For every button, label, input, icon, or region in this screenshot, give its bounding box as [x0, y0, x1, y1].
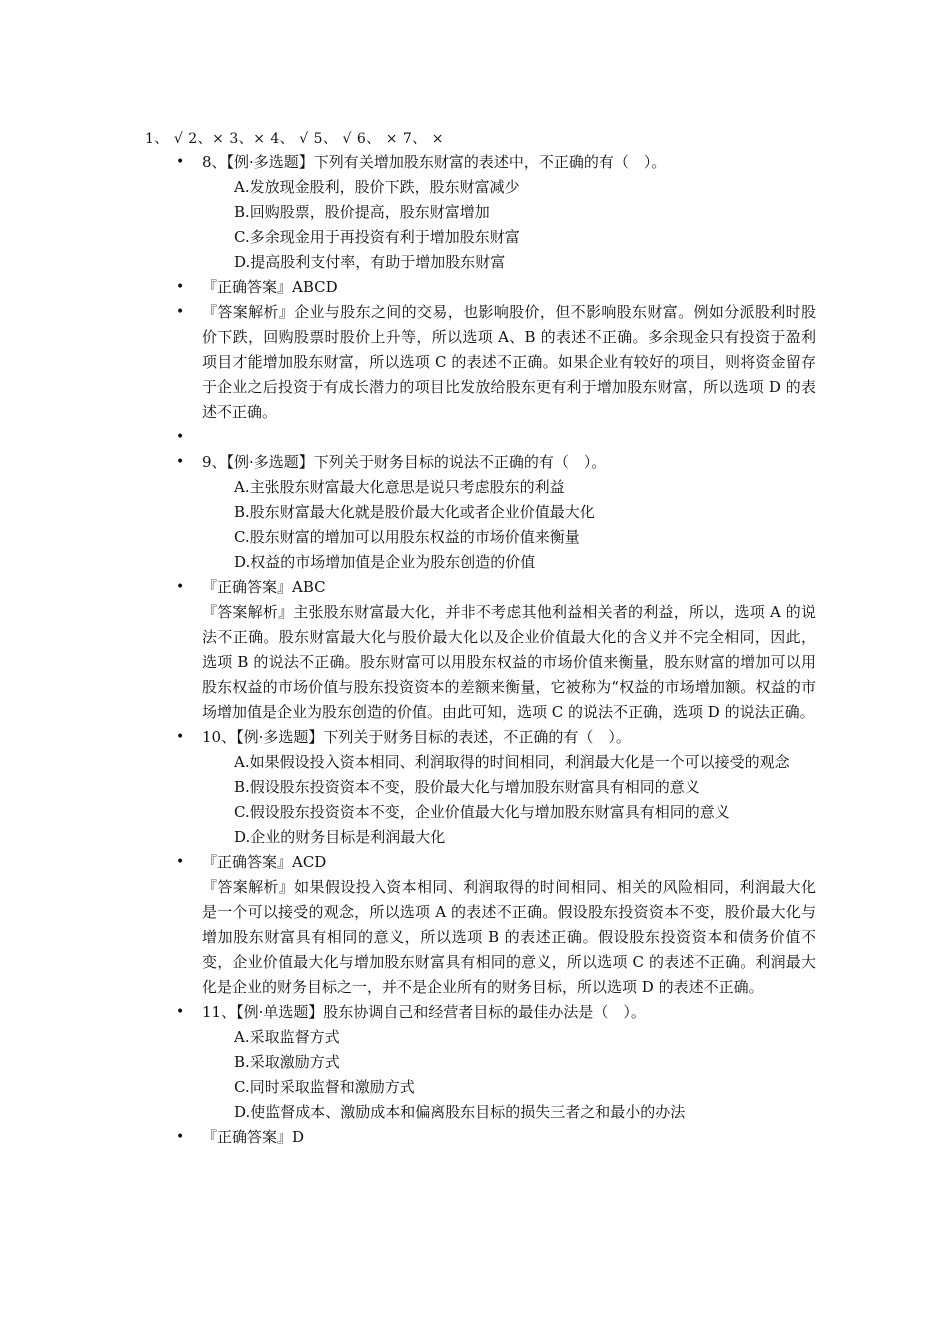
- question-11-option-a: A.采取监督方式: [234, 1028, 340, 1046]
- bullet-icon: •: [176, 454, 185, 470]
- list-item: [176, 275, 816, 300]
- question-8-option-a: A.发放现金股利，股价下跌，股东财富减少: [234, 178, 520, 196]
- list-item: [176, 725, 816, 850]
- question-8-answer: 『正确答案』ABCD: [202, 278, 338, 296]
- bullet-icon: •: [176, 304, 185, 320]
- bullet-icon: •: [176, 279, 185, 295]
- list-item: [176, 575, 816, 600]
- question-10-option-d: D.企业的财务目标是利润最大化: [234, 828, 446, 846]
- question-10-analysis: 『答案解析』如果假设投入资本相同、利润取得的时间相同、相关的风险相同，利润最大化是一个可以接受的观念，所以选项 A 的表述不正确。假设股东投资资本不变，股价最大化与增加股东财富具有相同的意义，所以选项 B 的表述正确。假设股东投资资本和债务价值不变，企业价值最大化与增加股东财富具有相同的意义，所以选项 C 的表述不正确。利润最大化是企业的财务目标之一，并不是企业所有的财务目标，所以选项 D 的表述不正确。: [202, 878, 816, 996]
- question-10-option-c: C.假设股东投资资本不变，企业价值最大化与增加股东财富具有相同的意义: [234, 803, 730, 821]
- answer-key-line: 1、 √ 2、× 3、× 4、 √ 5、 √ 6、 × 7、 ×: [145, 131, 444, 147]
- question-10-stem: 10、【例·多选题】下列关于财务目标的表述，不正确的有（ ）。: [202, 728, 631, 746]
- question-8-stem: 8、【例·多选题】下列有关增加股东财富的表述中，不正确的有（ ）。: [202, 153, 667, 171]
- bullet-icon: •: [176, 154, 185, 170]
- bullet-icon: •: [176, 1004, 185, 1020]
- question-10-option-a: A.如果假设投入资本相同、利润取得的时间相同，利润最大化是一个可以接受的观念: [234, 753, 790, 771]
- question-11-answer: 『正确答案』D: [202, 1128, 305, 1146]
- question-9-analysis: 『答案解析』主张股东财富最大化，并非不考虑其他利益相关者的利益，所以，选项 A 的说法不正确。股东财富最大化与股价最大化以及企业价值最大化的含义并不完全相同，因此，选项 B 的说法不正确。股东财富可以用股东权益的市场价值来衡量，股东财富的增加可以用股东权益的市场价值与股东投资资本的差额来衡量，它被称为“权益的市场增加额。权益的市场增加值是企业为股东创造的价值。由此可知，选项 C 的说法不正确，选项 D 的说法正确。: [202, 603, 816, 721]
- question-10-answer: 『正确答案』ACD: [202, 853, 327, 871]
- list-item: [176, 1125, 816, 1150]
- list-item: [176, 150, 816, 275]
- question-9-answer: 『正确答案』ABC: [202, 578, 326, 596]
- list-item-empty: [176, 425, 816, 450]
- list-item: [176, 1000, 816, 1125]
- list-item: [176, 450, 816, 575]
- question-10-option-b: B.假设股东投资资本不变，股价最大化与增加股东财富具有相同的意义: [234, 778, 700, 796]
- question-8-option-b: B.回购股票，股价提高，股东财富增加: [234, 203, 490, 221]
- bullet-icon: •: [176, 1129, 185, 1145]
- question-8-option-d: D.提高股利支付率，有助于增加股东财富: [234, 253, 506, 271]
- question-8-analysis: 『答案解析』企业与股东之间的交易，也影响股价，但不影响股东财富。例如分派股利时股价下跌，回购股票时股价上升等，所以选项 A、B 的表述不正确。多余现金只有投资于盈利项目才能增加股东财富，所以选项 C 的表述不正确。如果企业有较好的项目，则将资金留存于企业之后投资于有成长潜力的项目比发放给股东更有利于增加股东财富，所以选项 D 的表述不正确。: [202, 303, 816, 421]
- question-11-option-d: D.使监督成本、激励成本和偏离股东目标的损失三者之和最小的办法: [234, 1103, 686, 1121]
- question-9-stem: 9、【例·多选题】下列关于财务目标的说法不正确的有（ ）。: [202, 453, 607, 471]
- list-item: [176, 300, 816, 425]
- question-9-option-c: C.股东财富的增加可以用股东权益的市场价值来衡量: [234, 528, 580, 546]
- question-9-option-d: D.权益的市场增加值是企业为股东创造的价值: [234, 553, 536, 571]
- list-item: [176, 850, 816, 875]
- question-11-option-c: C.同时采取监督和激励方式: [234, 1078, 415, 1096]
- bullet-icon: •: [176, 429, 185, 445]
- question-8-option-c: C.多余现金用于再投资有利于增加股东财富: [234, 228, 520, 246]
- bullet-icon: •: [176, 854, 185, 870]
- bullet-icon: •: [176, 729, 185, 745]
- question-9-option-a: A.主张股东财富最大化意思是说只考虑股东的利益: [234, 478, 565, 496]
- question-11-option-b: B.采取激励方式: [234, 1053, 340, 1071]
- question-9-option-b: B.股东财富最大化就是股价最大化或者企业价值最大化: [234, 503, 595, 521]
- question-11-stem: 11、【例·单选题】股东协调自己和经营者目标的最佳办法是（ ）。: [202, 1003, 646, 1021]
- question-list: [176, 150, 816, 1150]
- bullet-icon: •: [176, 579, 185, 595]
